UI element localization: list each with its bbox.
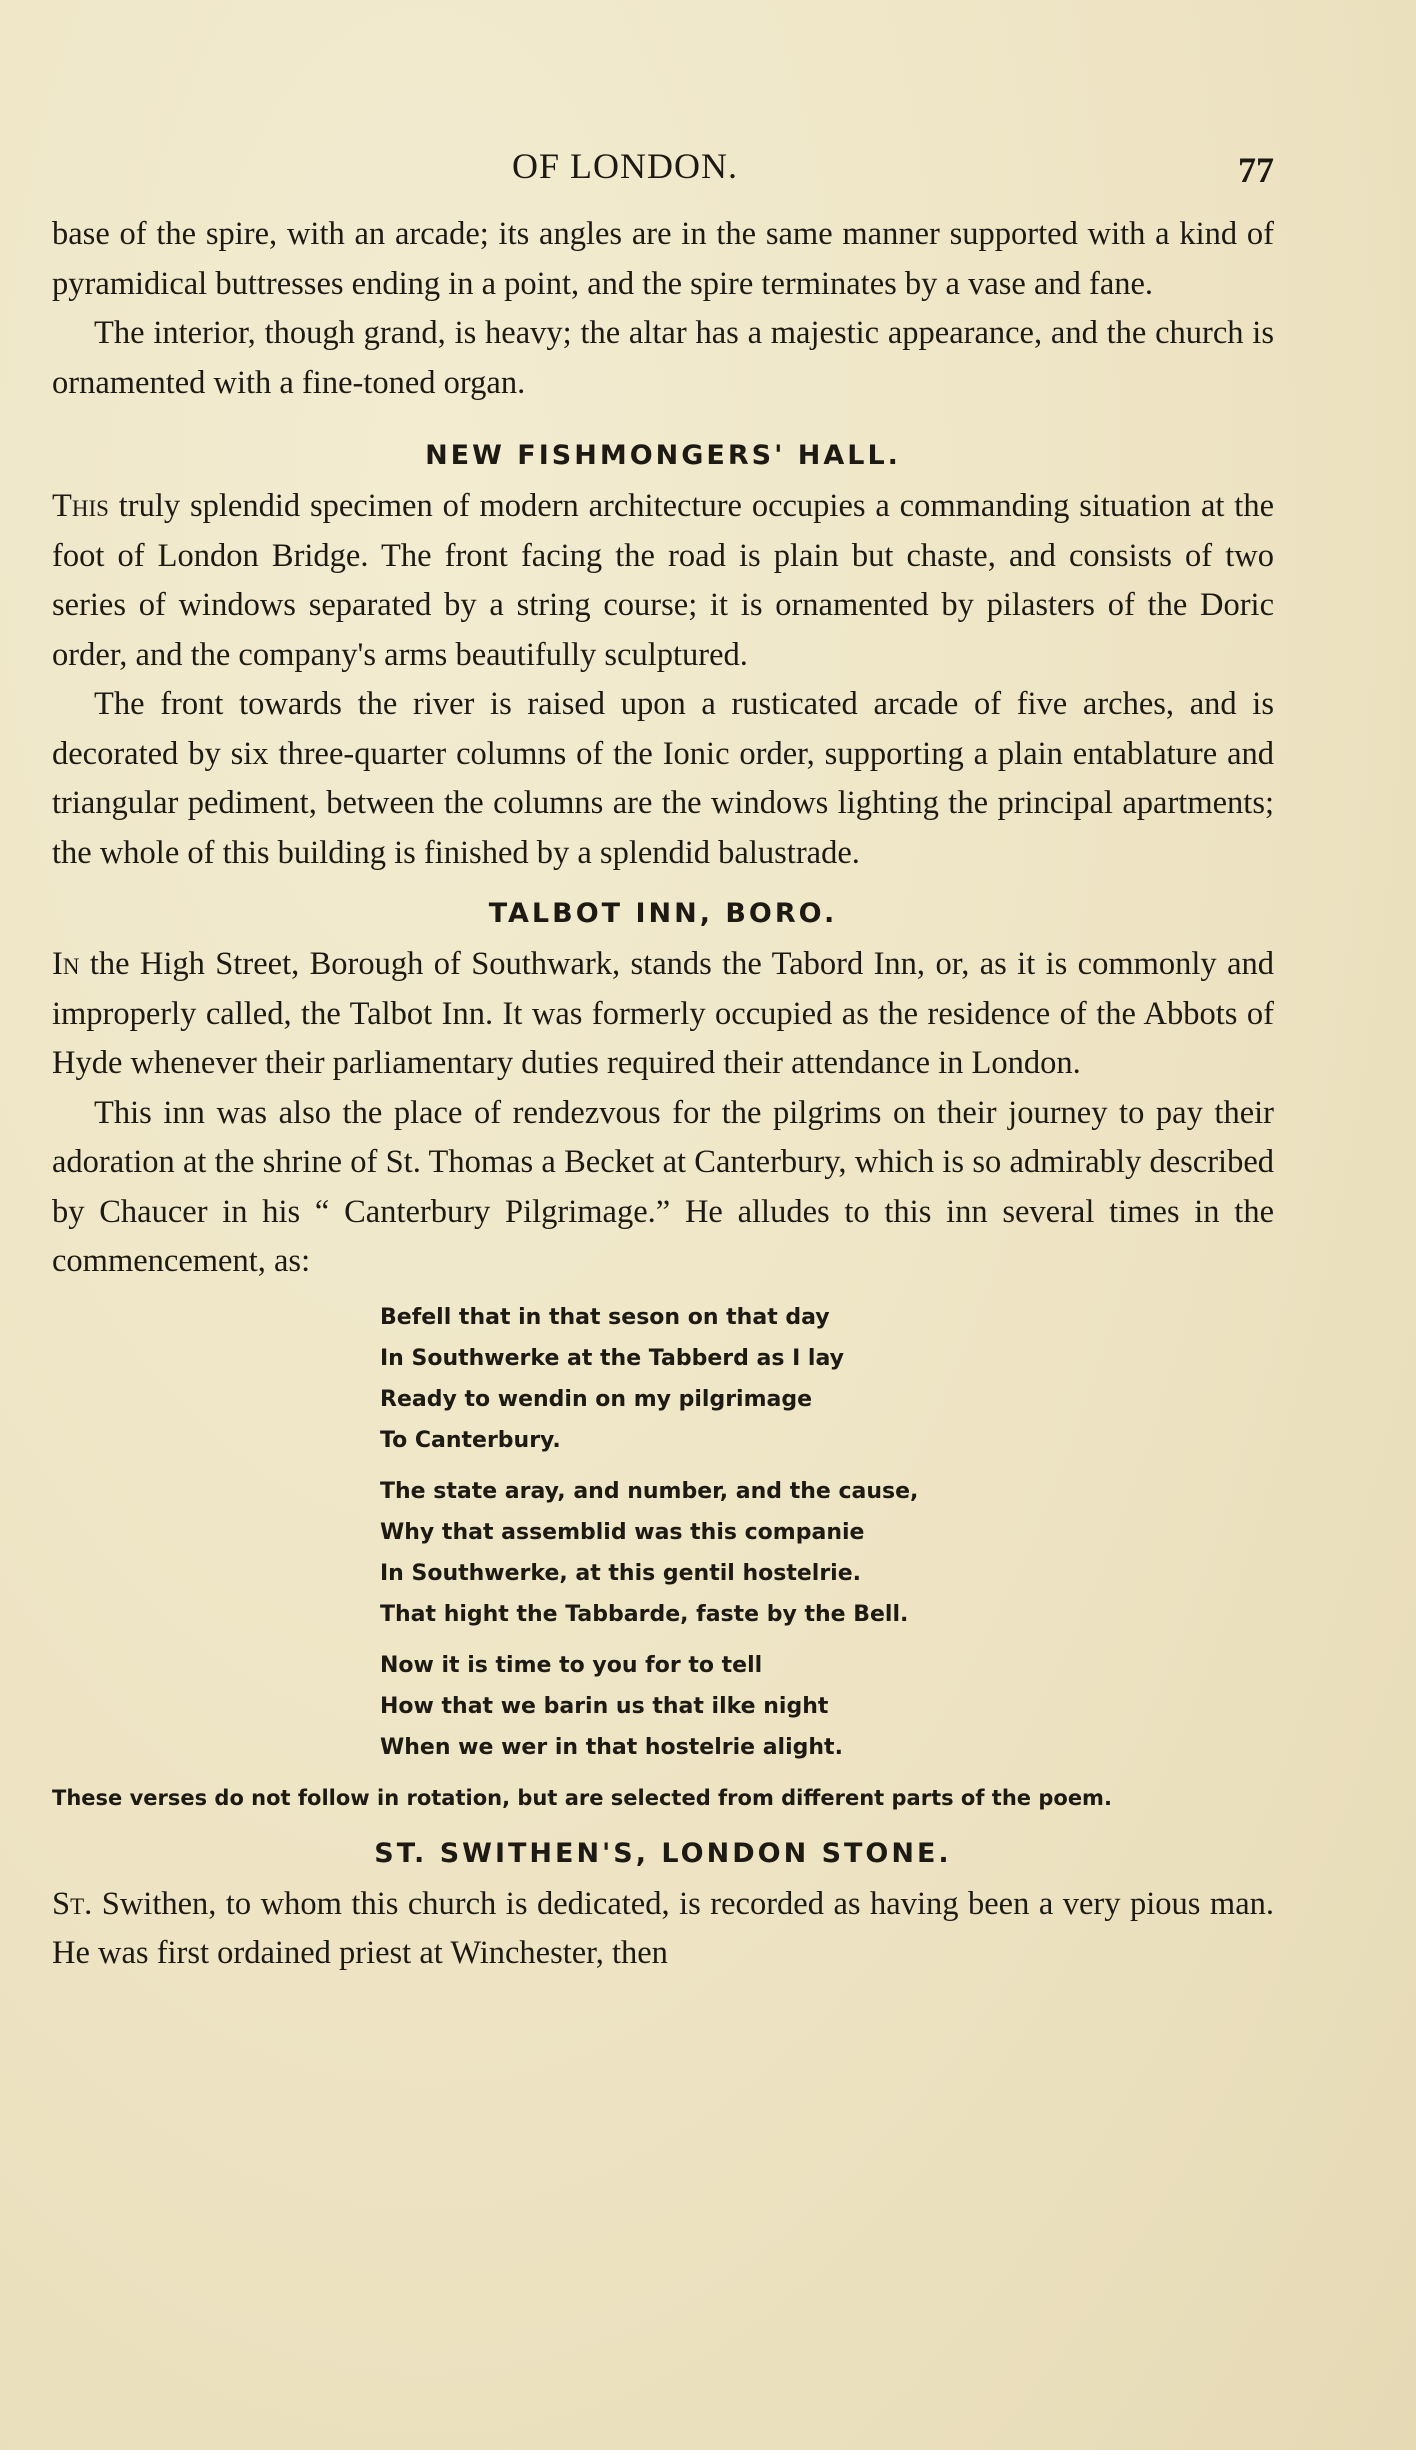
- paragraph: [52, 940, 1274, 1089]
- paragraph-initial-word: St.: [52, 1885, 93, 1922]
- section-heading-st-swithens: ST. SWITHEN'S, LONDON STONE.: [374, 1837, 952, 1869]
- section-heading-fishmongers-hall: NEW FISHMONGERS' HALL.: [425, 440, 901, 471]
- verse-line: The state aray, and number, and the cause,: [380, 1478, 919, 1504]
- verse-line: In Southwerke at the Tabberd as I lay: [380, 1345, 844, 1371]
- body-text: [52, 210, 1274, 1979]
- paragraph: [52, 1880, 1274, 1979]
- verse-quotation: [380, 1297, 1274, 1768]
- page-number: 77: [1238, 150, 1274, 190]
- verse-line: Now it is time to you for to tell: [380, 1652, 763, 1678]
- verse-stanza: [380, 1645, 1274, 1768]
- paragraph: The interior, though grand, is heavy; the altar has a majestic appearance, and the church is ornamented with a fine-toned organ.: [52, 315, 1274, 401]
- verse-stanza: [380, 1297, 1274, 1461]
- verse-line: That hight the Tabbarde, faste by the Bell.: [380, 1601, 909, 1627]
- verse-line: When we wer in that hostelrie alight.: [380, 1734, 843, 1760]
- running-head: [52, 145, 1274, 195]
- paragraph-text: the High Street, Borough of Southwark, stands the Tabord Inn, or, as it is commonly and improperly called, the Talbot Inn. It was formerly occupied as the residence of the Abbots of Hyde whenever their parliamentary duties required their attendance in London.: [52, 946, 1274, 1081]
- running-title: OF LONDON.: [512, 146, 738, 186]
- paragraph-text: Swithen, to whom this church is dedicated, is recorded as having been a very pious man. He was first ordained priest at Winchester, then: [52, 1885, 1274, 1971]
- paragraph-initial-word: In: [52, 946, 80, 982]
- verse-stanza: [380, 1471, 1274, 1635]
- verse-line: In Southwerke, at this gentil hostelrie.: [380, 1560, 861, 1586]
- section-heading-talbot-inn: TALBOT INN, BORO.: [488, 898, 838, 929]
- verse-line: To Canterbury.: [380, 1427, 561, 1453]
- verse-line: Ready to wendin on my pilgrimage: [380, 1386, 813, 1412]
- paragraph-text: truly splendid specimen of modern architecture occupies a commanding situation at the foot of London Bridge. The front facing the road is plain but chaste, and consists of two series of windows separated by a string course; it is ornamented by pilasters of the Doric order, and the company's arms beautifully sculptured.: [52, 488, 1274, 673]
- verse-line: Befell that in that seson on that day: [380, 1304, 830, 1330]
- paragraph: The front towards the river is raised upon a rusticated arcade of five arches, and is decorated by six three-quarter columns of the Ionic order, supporting a plain entablature and triangular pediment, between the columns are the windows lighting the principal apartments; the whole of this building is finished by a splendid balustrade.: [52, 686, 1274, 871]
- editorial-note: These verses do not follow in rotation, but are selected from different parts of the poem.: [52, 1785, 1112, 1810]
- paragraph: This inn was also the place of rendezvous for the pilgrims on their journey to pay their adoration at the shrine of St. Thomas a Becket at Canterbury, which is so admirably described by Chaucer in his “ Canterbury Pilgrimage.” He alludes to this inn several times in the commencement, as:: [52, 1094, 1274, 1279]
- paragraph: base of the spire, with an arcade; its angles are in the same manner supported with a kind of pyramidical buttresses ending in a point, and the spire terminates by a vase and fane.: [52, 216, 1274, 302]
- paragraph-initial-word: This: [52, 488, 109, 524]
- paragraph: [52, 482, 1274, 680]
- verse-line: How that we barin us that ilke night: [380, 1693, 829, 1719]
- verse-line: Why that assemblid was this companie: [380, 1519, 865, 1545]
